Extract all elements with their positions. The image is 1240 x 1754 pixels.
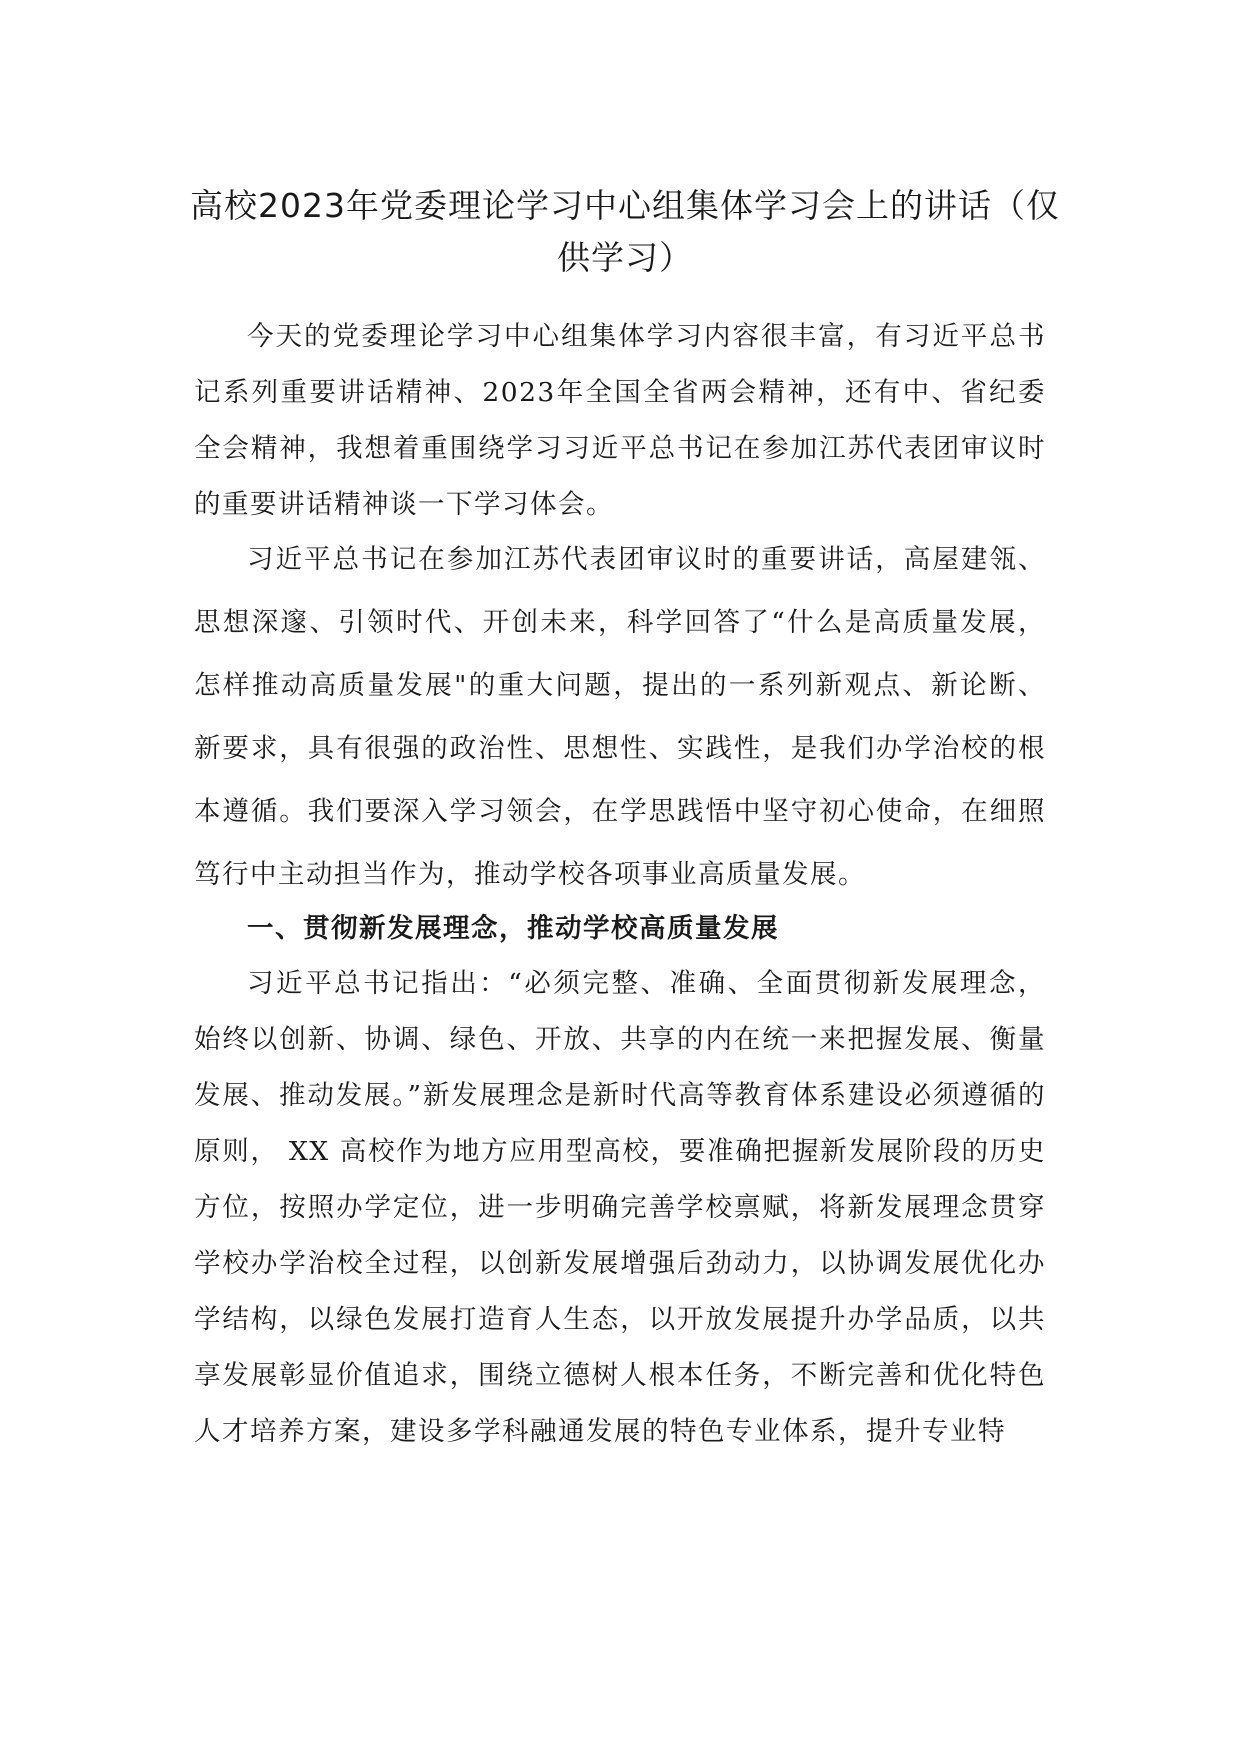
paragraph-section-one: 习近平总书记指出：“必须完整、准确、全面贯彻新发展理念，始终以创新、协调、绿色、开放、共享的内在统一来把握发展、衡量发展、推动发展。”新发展理念是新时代高等教育体系建设必须遵循的原则， XX 高校作为地方应用型高校，要准确把握新发展阶段的历史方位，按照办学定位，进一步明确完善学校禀赋，将新发展理念贯穿学校办学治校全过程，以创新发展增强后劲动力，以协调发展优化办学结构，以绿色发展打造育人生态，以开放发展提升办学品质，以共享发展彰显价值追求，围绕立德树人根本任务，不断完善和优化特色人才培养方案，建设多学科融通发展的特色专业体系，提升专业特 xyxy=(194,968,1046,1447)
document-title: 高校2023年党委理论学习中心组集体学习会上的讲话（仅供学习） xyxy=(190,186,1060,277)
section-heading: 一、贯彻新发展理念，推动学校高质量发展 xyxy=(247,913,779,944)
paragraph-speech-summary: 习近平总书记在参加江苏代表团审议时的重要讲话，高屋建瓴、思想深邃、引领时代、开创未来，科学回答了“什么是高质量发展，怎样推动高质量发展"的重大问题，提出的一系列新观点、新论断、新要求，具有很强的政治性、思想性、实践性，是我们办学治校的根本遵循。我们要深入学习领会，在学思践悟中坚守初心使命，在细照笃行中主动担当作为，推动学校各项事业高质量发展。 xyxy=(194,544,1046,890)
paragraph-intro: 今天的党委理论学习中心组集体学习内容很丰富，有习近平总书记系列重要讲话精神、2023年全国全省两会精神，还有中、省纪委全会精神，我想着重围绕学习习近平总书记在参加江苏代表团审议时的重要讲话精神谈一下学习体会。 xyxy=(194,321,1046,520)
